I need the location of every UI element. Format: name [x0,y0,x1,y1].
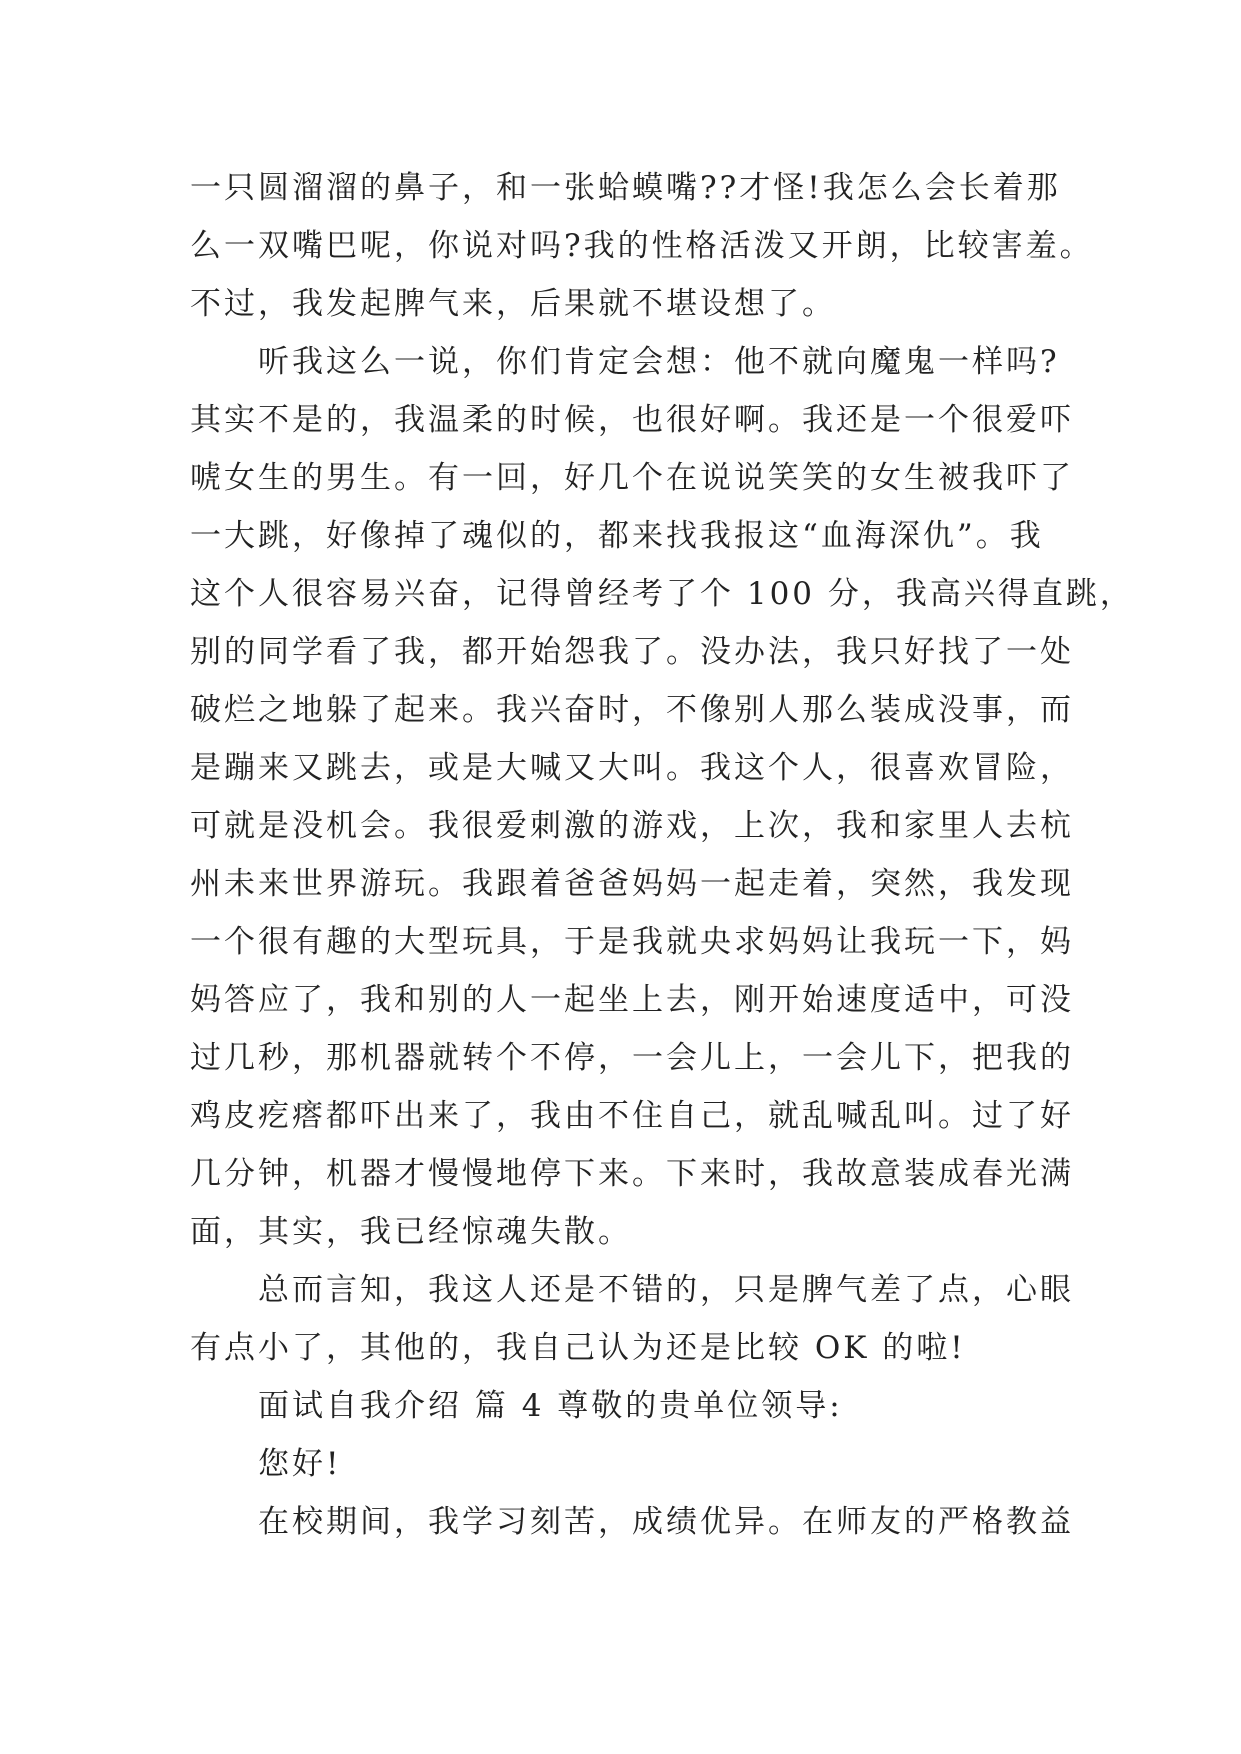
text-line: 面，其实，我已经惊魂失散。 [190,1214,632,1250]
section-heading: 面试自我介绍 篇 4 尊敬的贵单位领导: [258,1388,843,1424]
text-line: 听我这么一说，你们肯定会想：他不就向魔鬼一样吗? [258,344,1060,380]
text-line: 么一双嘴巴呢，你说对吗?我的性格活泼又开朗，比较害羞。 [190,228,1094,264]
text-line: 州未来世界游玩。我跟着爸爸妈妈一起走着，突然，我发现 [190,866,1074,902]
text-line: 有点小了，其他的，我自己认为还是比较 OK 的啦! [190,1330,966,1366]
text-line: 鸡皮疙瘩都吓出来了，我由不住自己，就乱喊乱叫。过了好 [190,1098,1074,1134]
text-line: 一大跳，好像掉了魂似的，都来找我报这“血海深仇”。我 [190,518,1044,554]
text-line: 是蹦来又跳去，或是大喊又大叫。我这个人，很喜欢冒险， [190,750,1074,786]
text-line: 可就是没机会。我很爱刺激的游戏，上次，我和家里人去杭 [190,808,1074,844]
text-line: 几分钟，机器才慢慢地停下来。下来时，我故意装成春光满 [190,1156,1074,1192]
greeting-line: 您好! [258,1446,342,1482]
text-line: 这个人很容易兴奋，记得曾经考了个 100 分，我高兴得直跳， [190,576,1134,612]
text-line: 过几秒，那机器就转个不停，一会儿上，一会儿下，把我的 [190,1040,1074,1076]
text-line: 破烂之地躲了起来。我兴奋时，不像别人那么装成没事，而 [190,692,1074,728]
text-line: 妈答应了，我和别的人一起坐上去，刚开始速度适中，可没 [190,982,1074,1018]
text-line: 在校期间，我学习刻苦，成绩优异。在师友的严格教益 [258,1504,1074,1540]
text-line: 总而言知，我这人还是不错的，只是脾气差了点，心眼 [258,1272,1074,1308]
text-line: 其实不是的，我温柔的时候，也很好啊。我还是一个很爱吓 [190,402,1074,438]
text-line: 一只圆溜溜的鼻子，和一张蛤蟆嘴??才怪!我怎么会长着那 [190,170,1061,206]
text-line: 唬女生的男生。有一回，好几个在说说笑笑的女生被我吓了 [190,460,1074,496]
text-line: 一个很有趣的大型玩具，于是我就央求妈妈让我玩一下，妈 [190,924,1074,960]
text-line: 别的同学看了我，都开始怨我了。没办法，我只好找了一处 [190,634,1074,670]
text-line: 不过，我发起脾气来，后果就不堪设想了。 [190,286,836,322]
